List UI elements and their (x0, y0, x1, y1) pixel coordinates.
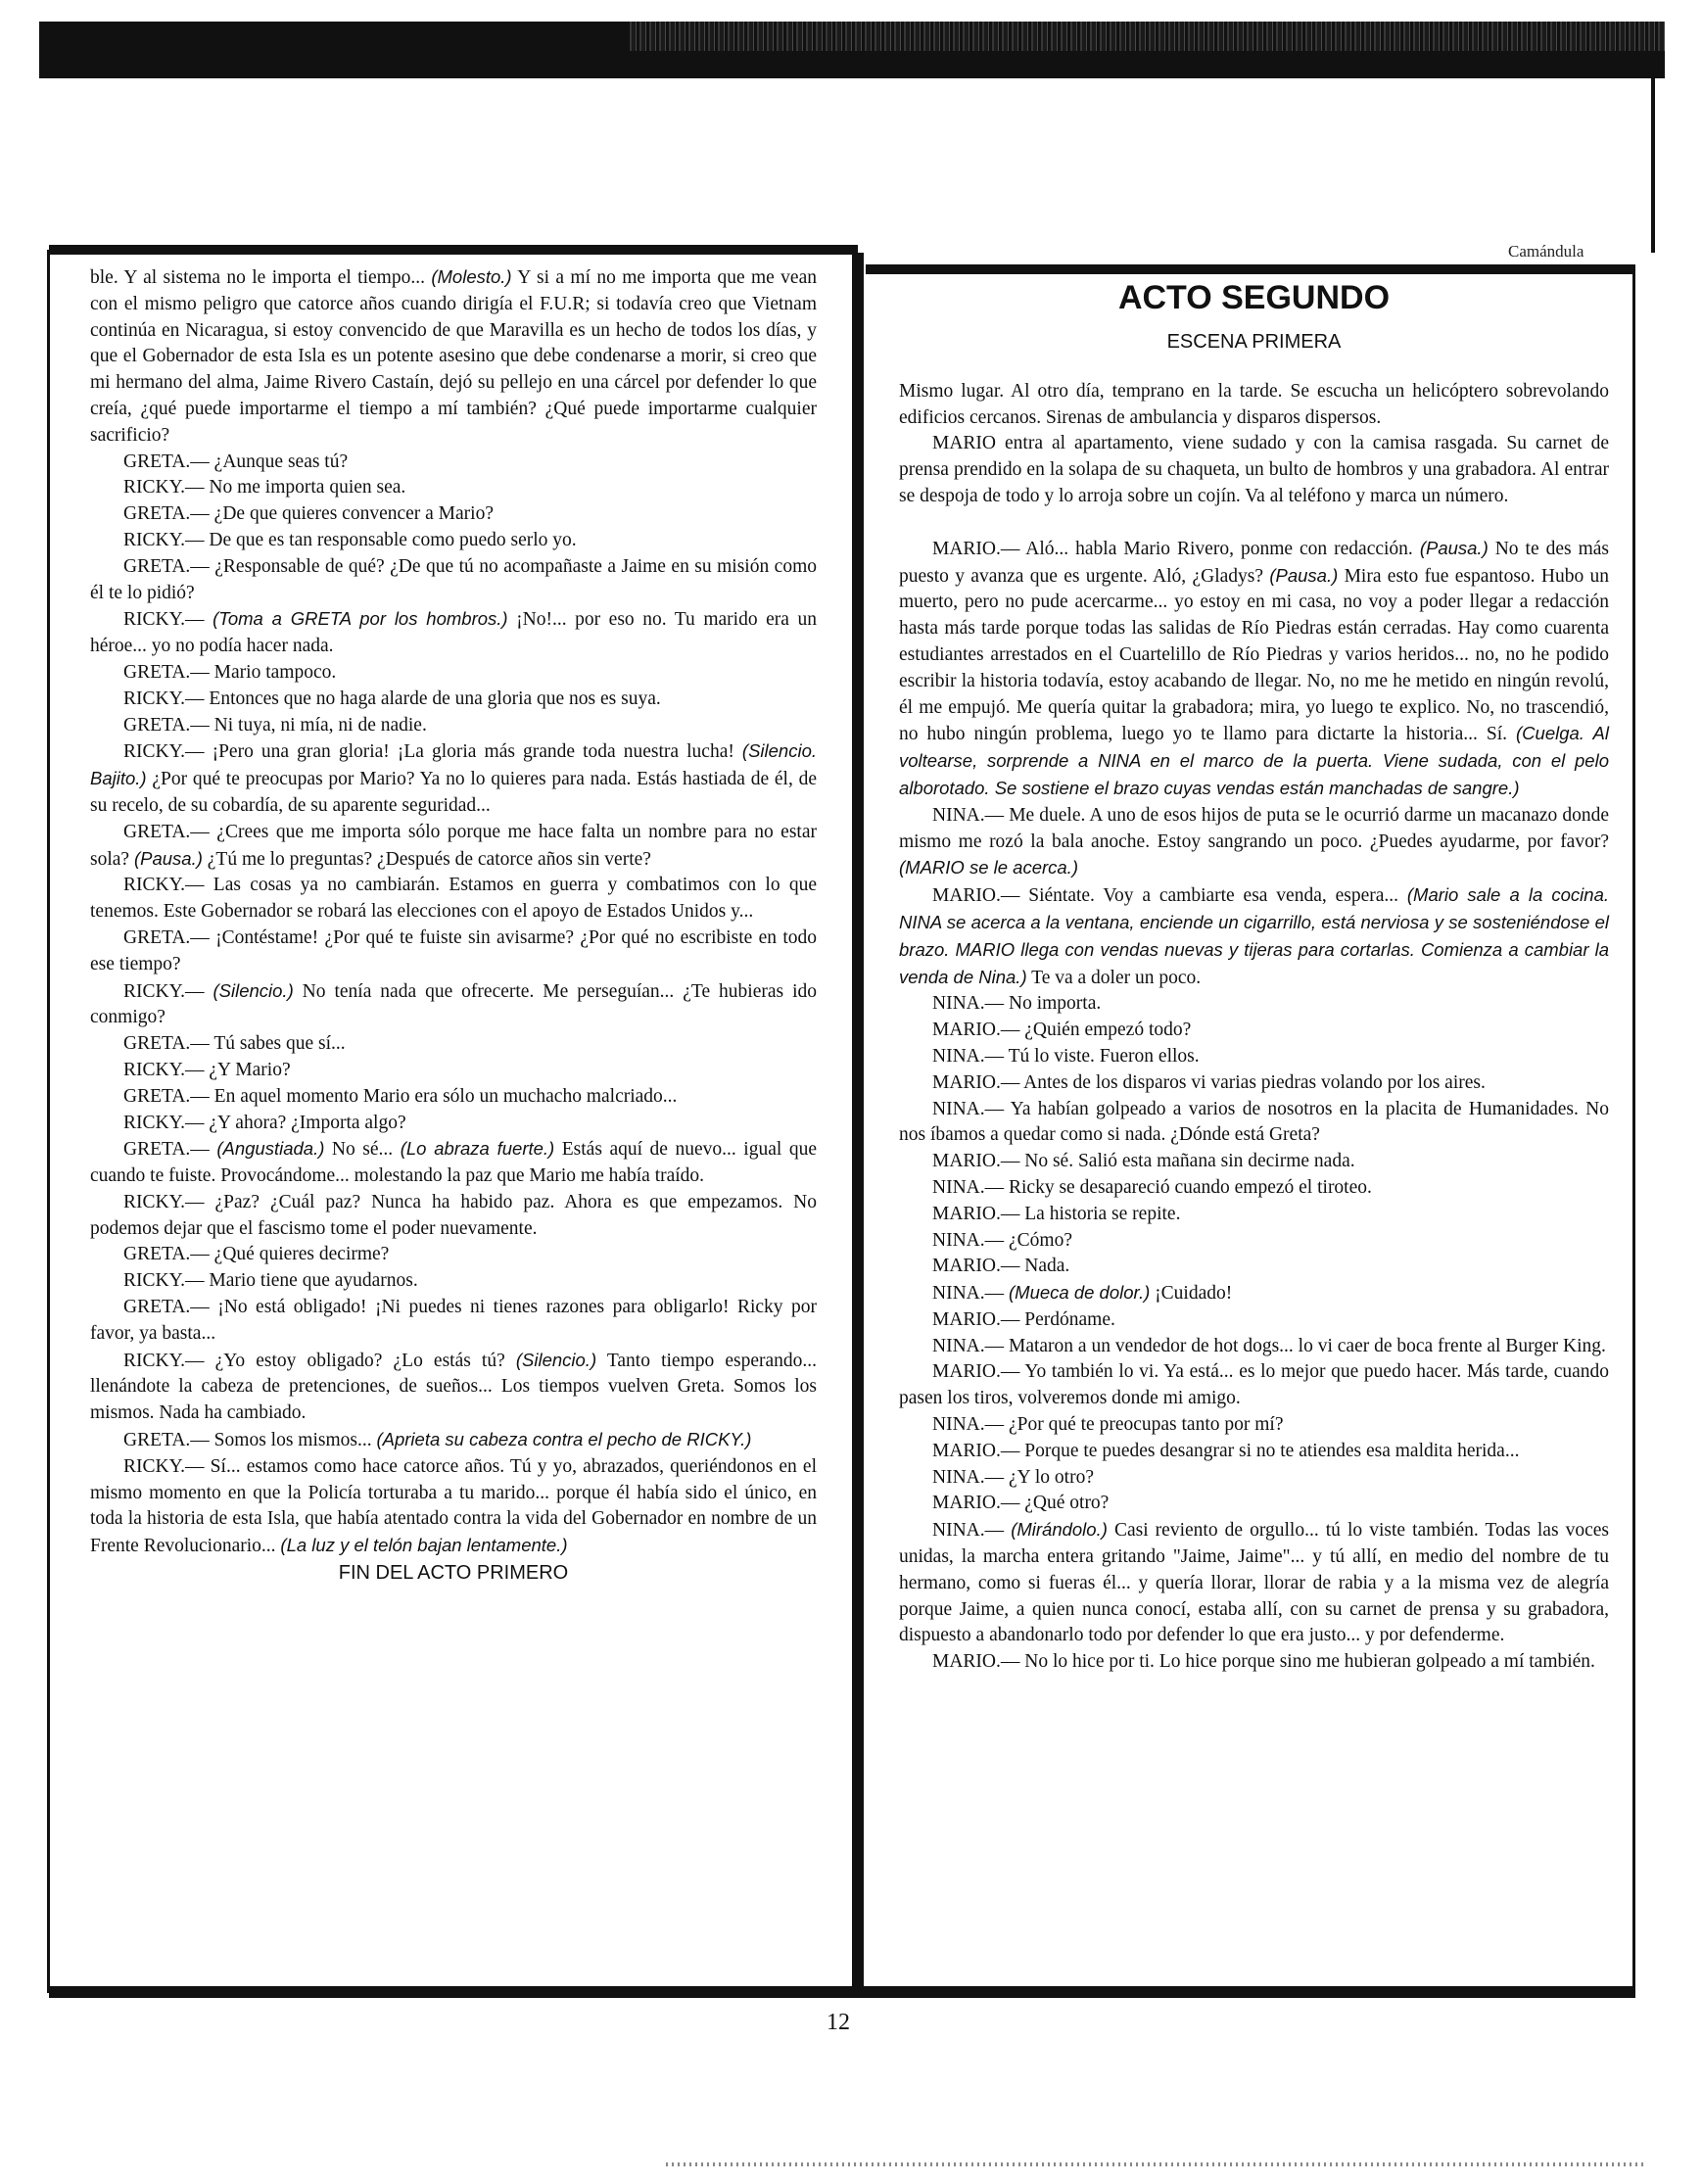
right-column (899, 276, 1609, 1676)
dialogue-paragraph (899, 1254, 1609, 1280)
dialogue-paragraph (90, 501, 817, 528)
dialogue-text: GRETA.— ¿Aunque seas tú? (123, 451, 349, 472)
dialogue-paragraph (899, 1465, 1609, 1492)
dialogue-text: GRETA.— Ni tuya, ni mía, ni de nadie. (123, 714, 427, 736)
dialogue-paragraph (90, 554, 817, 607)
dialogue-text: MARIO.— No lo hice por ti. Lo hice porque sino me hubieran golpeado a mí también. (932, 1651, 1595, 1673)
dialogue-paragraph (90, 264, 817, 450)
right-dialogue (899, 536, 1609, 1676)
dialogue-text: Mira esto fue espantoso. Hubo un muerto, pero no pude acercarme... yo estoy en mi casa, no voy a poder llegar a redacción hasta más tarde porque todas las salidas de Río Piedras están cerradas. Hay como cuarenta estudiantes arrestados en el Cuartelillo de Río Piedras y varios heridos... no, no he podido escribir la historia todavía, estoy acabando de llegar. No, no me he metido en ningún revolú, él me empujó. Me quería quitar la grabadora; mira, yo luego te explico. No, no trascendió, no hubo ningún problema, luego yo te llamo para dictarte la historia... Sí. (899, 565, 1610, 745)
dialogue-text: NINA.— No importa. (932, 993, 1102, 1015)
dialogue-paragraph (899, 1149, 1609, 1175)
dialogue-text: GRETA.— En aquel momento Mario era sólo un muchacho malcriado... (123, 1085, 678, 1107)
dialogue-text: ¡Cuidado! (1150, 1283, 1233, 1305)
dialogue-text: ¡No!... por eso no. Tu marido era un héroe... yo no podía hacer nada. (90, 609, 817, 657)
dialogue-text: No tenía nada que ofrecerte. Me perseguían... ¿Te hubieras ido conmigo? (90, 980, 817, 1028)
dialogue-paragraph (899, 991, 1609, 1018)
stage-direction: (Mario sale a la cocina. NINA se acerca a la ventana, enciende un cigarrillo, está nerviosa y se sosteniéndose el brazo. MARIO llega con vendas nuevas y tijeras para cortarlas. Comienza a cambiar la venda de Nina.) (899, 884, 1609, 987)
dialogue-paragraph (899, 1044, 1609, 1070)
left-column (90, 264, 817, 1587)
header-rule-right (866, 264, 1635, 274)
dialogue-paragraph (90, 926, 817, 978)
dialogue-text: RICKY.— Sí... estamos como hace catorce años. Tú y yo, abrazados, queriéndonos en el mismo momento en que la Policía torturaba a tu marido... porque él había sido el único, en toda la historia de esta Isla, que había atentado contra la vida del Gobernador en nombre de un Frente Revolucionario... (90, 1455, 817, 1557)
dialogue-text: NINA.— (932, 1283, 1009, 1305)
top-scan-bar (39, 22, 1665, 78)
dialogue-text: MARIO.— Aló... habla Mario Rivero, ponme con redacción. (932, 538, 1420, 559)
dialogue-paragraph (90, 450, 817, 476)
dialogue-text: Tanto tiempo esperando... llenándote la cabeza de pretenciones, de sueños... Los tiempos vuelven Greta. Somos los mismos. Nada ha cambiado. (90, 1350, 818, 1424)
dialogue-paragraph (90, 660, 817, 687)
dialogue-paragraph (90, 687, 817, 713)
dialogue-text: MARIO.— ¿Quién empezó todo? (932, 1020, 1192, 1041)
dialogue-text: ¿Por qué te preocupas por Mario? Ya no lo quieres para nada. Estás hastiada de él, de su recelo, de su cobardía, de su aparente seguridad... (90, 769, 817, 816)
dialogue-text: RICKY.— (123, 980, 213, 1002)
stage-direction: (Silencio.) (213, 979, 294, 1001)
dialogue-paragraph (899, 1412, 1609, 1439)
stage-direction: (Lo abraza fuerte.) (400, 1138, 555, 1160)
dialogue-text: NINA.— ¿Cómo? (932, 1229, 1072, 1251)
dialogue-paragraph (90, 713, 817, 739)
dialogue-text: ¿Tú me lo preguntas? ¿Después de catorce años sin verte? (202, 848, 651, 870)
dialogue-paragraph (90, 1268, 817, 1295)
dialogue-text: MARIO.— Siéntate. Voy a cambiarte esa venda, espera... (932, 885, 1407, 907)
dialogue-paragraph (899, 803, 1609, 882)
footer-rule (49, 1986, 1635, 1998)
dialogue-paragraph (899, 1517, 1609, 1649)
scan-noise-bottom (666, 2162, 1645, 2166)
dialogue-paragraph (899, 1202, 1609, 1228)
dialogue-paragraph (90, 820, 817, 874)
dialogue-paragraph (90, 475, 817, 501)
dialogue-paragraph (899, 1491, 1609, 1517)
dialogue-paragraph (899, 536, 1609, 803)
dialogue-text: RICKY.— ¿Y ahora? ¿Importa algo? (123, 1112, 406, 1133)
scan-noise (627, 22, 1665, 51)
dialogue-text: RICKY.— ¿Y Mario? (123, 1059, 291, 1080)
stage-direction: (Silencio. Bajito.) (90, 740, 817, 789)
dialogue-paragraph (899, 1018, 1609, 1044)
dialogue-paragraph (90, 606, 817, 660)
dialogue-text: Te va a doler un poco. (1026, 967, 1202, 988)
stage-direction: (Toma a GRETA por los hombros.) (213, 608, 508, 630)
stage-direction: (Silencio.) (515, 1349, 597, 1370)
dialogue-text: NINA.— Tú lo viste. Fueron ellos. (932, 1045, 1200, 1067)
dialogue-paragraph (90, 1111, 817, 1137)
dialogue-text: No te des más puesto y avanza que es urgente. Aló, ¿Gladys? (899, 538, 1609, 587)
dialogue-paragraph (899, 1280, 1609, 1307)
stage-direction: (La luz y el telón bajan lentamente.) (280, 1535, 568, 1556)
stage-direction: (Angustiada.) (216, 1138, 325, 1160)
dialogue-paragraph (90, 978, 817, 1032)
dialogue-paragraph (90, 1427, 817, 1454)
stage-direction: (Pausa.) (1419, 537, 1489, 558)
dialogue-text: RICKY.— Las cosas ya no cambiarán. Estamos en guerra y combatimos con lo que tenemos. Este Gobernador se robará las elecciones con el apoyo de Estados Unidos y... (90, 875, 817, 923)
stage-directions (899, 379, 1609, 510)
frame-edge (1651, 76, 1655, 253)
dialogue-text: Casi reviento de orgullo... tú lo viste también. Todas las voces unidas, la marcha entera gritando "Jaime, Jaime"... y tú allí, en medio del nombre de tu hermano, como si fueras él... y quería llorar, llorar de rabia y a la misma vez de alegría porque Jaime, a quien nunca conocí, estaba allí, con su carnet de prensa y su grabadora, dispuesto a abandonarlo todo por defender lo que era justo... y por defenderme. (899, 1520, 1609, 1646)
dialogue-text: NINA.— ¿Y lo otro? (932, 1466, 1094, 1488)
dialogue-text: MARIO.— La historia se repite. (932, 1203, 1181, 1224)
stage-direction: (MARIO se le acerca.) (899, 857, 1078, 878)
dialogue-text: NINA.— Ya habían golpeado a varios de nosotros en la placita de Humanidades. No nos íbamos a quedar como si nada. ¿Dónde está Greta? (899, 1098, 1609, 1146)
dialogue-text: MARIO.— Antes de los disparos vi varias piedras volando por los aires. (932, 1071, 1486, 1093)
dialogue-text: MARIO.— Porque te puedes desangrar si no te atiendes esa maldita herida... (932, 1440, 1520, 1461)
dialogue-text: GRETA.— ¿Qué quieres decirme? (123, 1244, 390, 1265)
dialogue-text: GRETA.— ¿Crees que me importa sólo porque me hace falta un nombre para no estar sola? (90, 821, 817, 870)
dialogue-paragraph (90, 1295, 817, 1348)
dialogue-paragraph (899, 1228, 1609, 1255)
left-dialogue (90, 264, 817, 1560)
dialogue-paragraph (90, 873, 817, 926)
stage-direction: (Molesto.) (431, 266, 512, 287)
dialogue-text: RICKY.— ¿Yo estoy obligado? ¿Lo estás tú? (123, 1350, 516, 1371)
dialogue-paragraph (899, 1439, 1609, 1465)
dialogue-paragraph (90, 1348, 817, 1427)
dialogue-text: GRETA.— (123, 1139, 217, 1161)
stage-direction: (Mirándolo.) (1011, 1519, 1108, 1541)
dialogue-text: NINA.— Ricky se desapareció cuando empezó el tiroteo. (932, 1176, 1372, 1198)
dialogue-text: RICKY.— (123, 609, 213, 631)
dialogue-text: MARIO.— ¿Qué otro? (932, 1493, 1110, 1514)
dialogue-text: RICKY.— No me importa quien sea. (123, 477, 406, 499)
column-divider (852, 253, 864, 1988)
dialogue-text: GRETA.— Somos los mismos... (123, 1430, 377, 1451)
stage-direction-paragraph: Mismo lugar. Al otro día, temprano en la tarde. Se escucha un helicóptero sobrevolando edificios cercanos. Sirenas de ambulancia y disparos dispersos. (899, 380, 1609, 428)
dialogue-text: ble. Y al sistema no le importa el tiempo... (90, 267, 432, 288)
header-rule-left (49, 245, 858, 255)
dialogue-text: No sé... (324, 1139, 401, 1161)
dialogue-text: NINA.— Me duele. A uno de esos hijos de puta se le ocurrió darme un macanazo donde mismo me rozó la bala anoche. Estoy sangrando un poco. ¿Puedes ayudarme, por favor? (899, 804, 1609, 852)
dialogue-text: GRETA.— Tú sabes que sí... (123, 1033, 346, 1055)
dialogue-text: GRETA.— ¿De que quieres convencer a Mario? (123, 503, 494, 525)
magazine-brand: Camándula (1508, 242, 1584, 261)
dialogue-text: GRETA.— Mario tampoco. (123, 661, 337, 683)
dialogue-paragraph (90, 1454, 817, 1560)
page-number: 12 (827, 2010, 850, 2035)
dialogue-text: RICKY.— Entonces que no haga alarde de una gloria que nos es suya. (123, 688, 661, 709)
dialogue-text: NINA.— (932, 1520, 1012, 1542)
dialogue-text: NINA.— ¿Por qué te preocupas tanto por mí? (932, 1414, 1284, 1436)
stage-direction: (Cuelga. Al voltearse, sorprende a NINA en el marco de la puerta. Viene sudada, con el pelo alborotado. Se sostiene el brazo cuyas vendas están manchadas de sangre.) (899, 723, 1609, 798)
dialogue-paragraph (90, 1242, 817, 1268)
stage-direction: (Pausa.) (1269, 564, 1339, 586)
dialogue-paragraph (899, 1175, 1609, 1202)
dialogue-text: GRETA.— ¡Contéstame! ¿Por qué te fuiste sin avisarme? ¿Por qué no escribiste en todo ese tiempo? (90, 926, 817, 974)
act-title: ACTO SEGUNDO (1117, 279, 1391, 316)
dialogue-paragraph (90, 528, 817, 554)
stage-direction: (Mueca de dolor.) (1009, 1282, 1151, 1304)
left-border (47, 250, 50, 1993)
end-of-act: FIN DEL ACTO PRIMERO (338, 1562, 569, 1585)
scene-title: ESCENA PRIMERA (1166, 331, 1342, 353)
stage-direction: (Pausa.) (133, 847, 203, 869)
dialogue-paragraph (90, 1058, 817, 1084)
dialogue-paragraph (899, 1334, 1609, 1360)
dialogue-text: GRETA.— ¡No está obligado! ¡Ni puedes ni tienes razones para obligarlo! Ricky por favor, ya basta... (90, 1297, 817, 1344)
dialogue-text: NINA.— Mataron a un vendedor de hot dogs... lo vi caer de boca frente al Burger King. (932, 1335, 1606, 1356)
stage-direction: (Aprieta su cabeza contra el pecho de RICKY.) (376, 1429, 752, 1450)
dialogue-paragraph (899, 1097, 1609, 1150)
dialogue-text: MARIO.— No sé. Salió esta mañana sin decirme nada. (932, 1151, 1355, 1172)
dialogue-text: MARIO.— Yo también lo vi. Ya está... es lo mejor que puedo hacer. Más tarde, cuando pasen los tiros, volveremos donde mi amigo. (899, 1361, 1609, 1409)
stage-direction-paragraph: MARIO entra al apartamento, viene sudado y con la camisa rasgada. Su carnet de prensa prendido en la solapa de su chaqueta, un bulto de hombros y una grabadora. Al entrar se despoja de todo y lo arroja sobre un cojín. Va al teléfono y marca un número. (899, 433, 1609, 506)
dialogue-paragraph (899, 1070, 1609, 1097)
dialogue-paragraph (899, 1649, 1609, 1676)
dialogue-text: MARIO.— Perdóname. (932, 1308, 1115, 1330)
dialogue-text: GRETA.— ¿Responsable de qué? ¿De que tú no acompañaste a Jaime en su misión como él te lo pidió? (90, 555, 817, 603)
dialogue-paragraph (90, 1084, 817, 1111)
dialogue-paragraph (899, 882, 1609, 991)
dialogue-paragraph (90, 738, 817, 819)
dialogue-text: RICKY.— ¡Pero una gran gloria! ¡La gloria más grande toda nuestra lucha! (123, 741, 742, 763)
dialogue-paragraph (90, 1031, 817, 1058)
right-border (1632, 264, 1635, 1993)
dialogue-paragraph (90, 1136, 817, 1190)
dialogue-paragraph (899, 1359, 1609, 1412)
dialogue-paragraph (90, 1190, 817, 1243)
dialogue-text: MARIO.— Nada. (932, 1256, 1070, 1277)
dialogue-text: Estás aquí de nuevo... igual que cuando te fuiste. Provocándome... molestando la paz que Mario me había traído. (90, 1139, 817, 1187)
dialogue-text: RICKY.— Mario tiene que ayudarnos. (123, 1270, 418, 1292)
dialogue-text: RICKY.— ¿Paz? ¿Cuál paz? Nunca ha habido paz. Ahora es que empezamos. No podemos dejar que el fascismo tome el poder nuevamente. (90, 1191, 817, 1239)
dialogue-text: RICKY.— De que es tan responsable como puedo serlo yo. (123, 529, 577, 550)
dialogue-text: Y si a mí no me importa que me vean con el mismo peligro que catorce años cuando dirigía el F.U.R; si todavía creo que Vietnam continúa en Nicaragua, si estoy convencido de que Maravilla es un hecho de todos los días, y que el Gobernador de esta Isla es un potente asesino que debe condenarse a morir, si creo que mi hermano del alma, Jaime Rivero Castaín, dejó su pellejo en una cárcel por defender lo que creía, ¿qué puede importarme el tiempo a mí también? ¿Qué puede importarme cualquier sacrificio? (90, 267, 817, 446)
dialogue-paragraph (899, 1307, 1609, 1334)
